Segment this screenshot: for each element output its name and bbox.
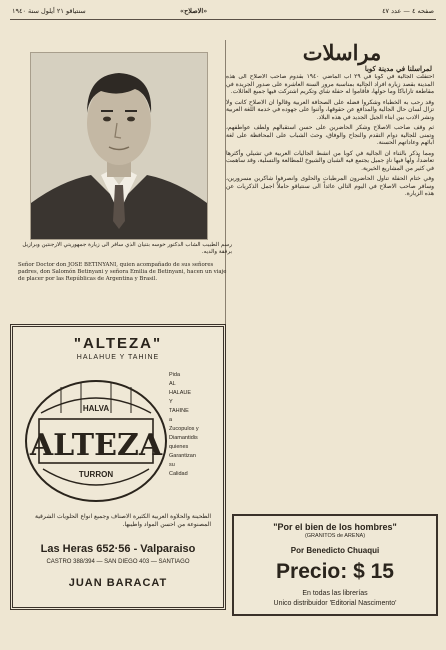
header-date: سنتياقو ٢١ أيلول سنة ١٩٤٠ [12,7,86,15]
column-title: مراسلات [302,40,382,65]
portrait-photo [30,52,208,240]
photo-caption-arabic: رسم الطبيب الشاب الدكتور خوسه بتنيان الذي سافر الى زيارة جمهوريتي الارجنتين وبرازيل برفقة والديه. [22,242,232,255]
article-paragraph: ثم وقف صاحب الاصلاح وشكر الحاضرين على حسن استقبالهم ولطف عواطفهم، وتمنى للجالية دوام التقدم والنجاح والوفاق، وحث الشباب على المحافظة على لغة آبائهم وعاداتهم الحسنة. [226,125,434,146]
book-price: Precio: $ 15 [276,560,394,583]
article-body [226,74,434,498]
side-line: TAHINE [169,408,189,414]
side-line: Zucopulos y [169,426,199,432]
alteza-halva-label: HALVA [82,404,110,413]
alteza-owner: JUAN BARACAT [68,577,168,589]
alteza-turron-label: TURRON [78,470,114,479]
photo-caption-spanish: Señor Doctor don JOSE BETINYANI, quien acompañado de sus señores padres, don Salomón Betinyani y señora Emilia de Betinyani, hacen un viaje de placer por las Repúblicas de Argentina y Brasil. [18,262,227,282]
alteza-subtitle: HALAHUE Y TAHINE [76,354,160,361]
header-page-number: صفحه ٤ — عدد ٤٧ [382,7,434,15]
side-line: Garantizan [169,453,196,459]
side-line: HALAUE [169,390,192,396]
side-line: quienes [169,444,189,450]
book-subtitle: (GRANITOS de ARENA) [304,533,366,539]
alteza-arabic-text: الطحينة والحلاوة العربية الكثيرة الاصناف وجميع انواع الحلويات الشرقية المصنوعة من احسن المواد واطيبها. [34,513,211,528]
page-header [10,5,436,20]
article-paragraph: وفي ختام الحفلة تناول الحاضرون المرطبات والحلوى وانصرفوا شاكرين مسرورين، وسافر صاحب الاصلاح في اليوم التالي عائداً الى سنتياقو حاملاً اجمل الذكريات عن هذه الزيارة. [226,176,434,197]
article-paragraph: احتفلت الجالية في كوبا في ٢٩ آب الماضي ١٩٤٠ بقدوم صاحب الاصلاح الى هذه المدينة بقصد زيارة افراد الجالية بمناسبة مرور السنة العاشرة على صدور الجريدة في مقاطعة تاراباكا وما حولها، فأقاموا له حفلة شاي وتكريم اشتركت فيها جميع العائلات. [226,74,434,95]
side-line: a [169,417,173,423]
column-subhead: لمراسلنا في مدينة كوبا [364,64,432,73]
alteza-title: "ALTEZA" [73,335,163,352]
article-paragraph: ومما يذكر بالثناء ان الجالية في كوبا من انشط الجاليات العربية في تشيلي وأكثرها تعاضداً، ولها فيها نادٍ جميل يجتمع فيه الشبان والشيوخ للمطالعة والتسلية، وقد ساهمت في كثير من المشاريع الخيرية. [226,150,434,172]
book-advertisement [232,514,438,616]
book-author: Por Benedicto Chuaqui [290,546,380,555]
side-line: Calidad [169,471,188,477]
book-availability: En todas las librerías [302,590,368,597]
alteza-tin-illustration [21,373,171,505]
alteza-side-text [169,371,215,479]
side-line: Diamantidis [169,435,198,441]
alteza-advertisement [10,324,226,610]
article-paragraph: وقد رحب به الخطباء وشكروا فضله على الصحافة العربية وقالوا ان الاصلاح كانت ولا تزال لسان حال الجالية والمدافع عن حقوقها، وأثنوا على جهوده في خدمة اللغة العربية ونشر الادب بين ابناء الجيل الجديد في هذه البلاد. [226,99,434,121]
portrait-illustration [31,53,207,239]
book-distributor: Unico distribuidor 'Editorial Nascimento' [273,600,397,607]
book-title: "Por el bien de los hombres" [273,522,397,532]
side-line: Y [169,399,173,405]
alteza-brand-logo: ALTEZA [29,428,163,463]
side-line: su [169,462,175,468]
alteza-branches: CASTRO 388/394 — SAN DIEGO 403 — SANTIAGO [46,559,190,565]
side-line: Pida [169,372,181,378]
side-line: AL [169,381,176,387]
alteza-address: Las Heras 652·56 - Valparaiso [40,543,196,555]
header-masthead: «الاصلاح» [180,7,208,15]
